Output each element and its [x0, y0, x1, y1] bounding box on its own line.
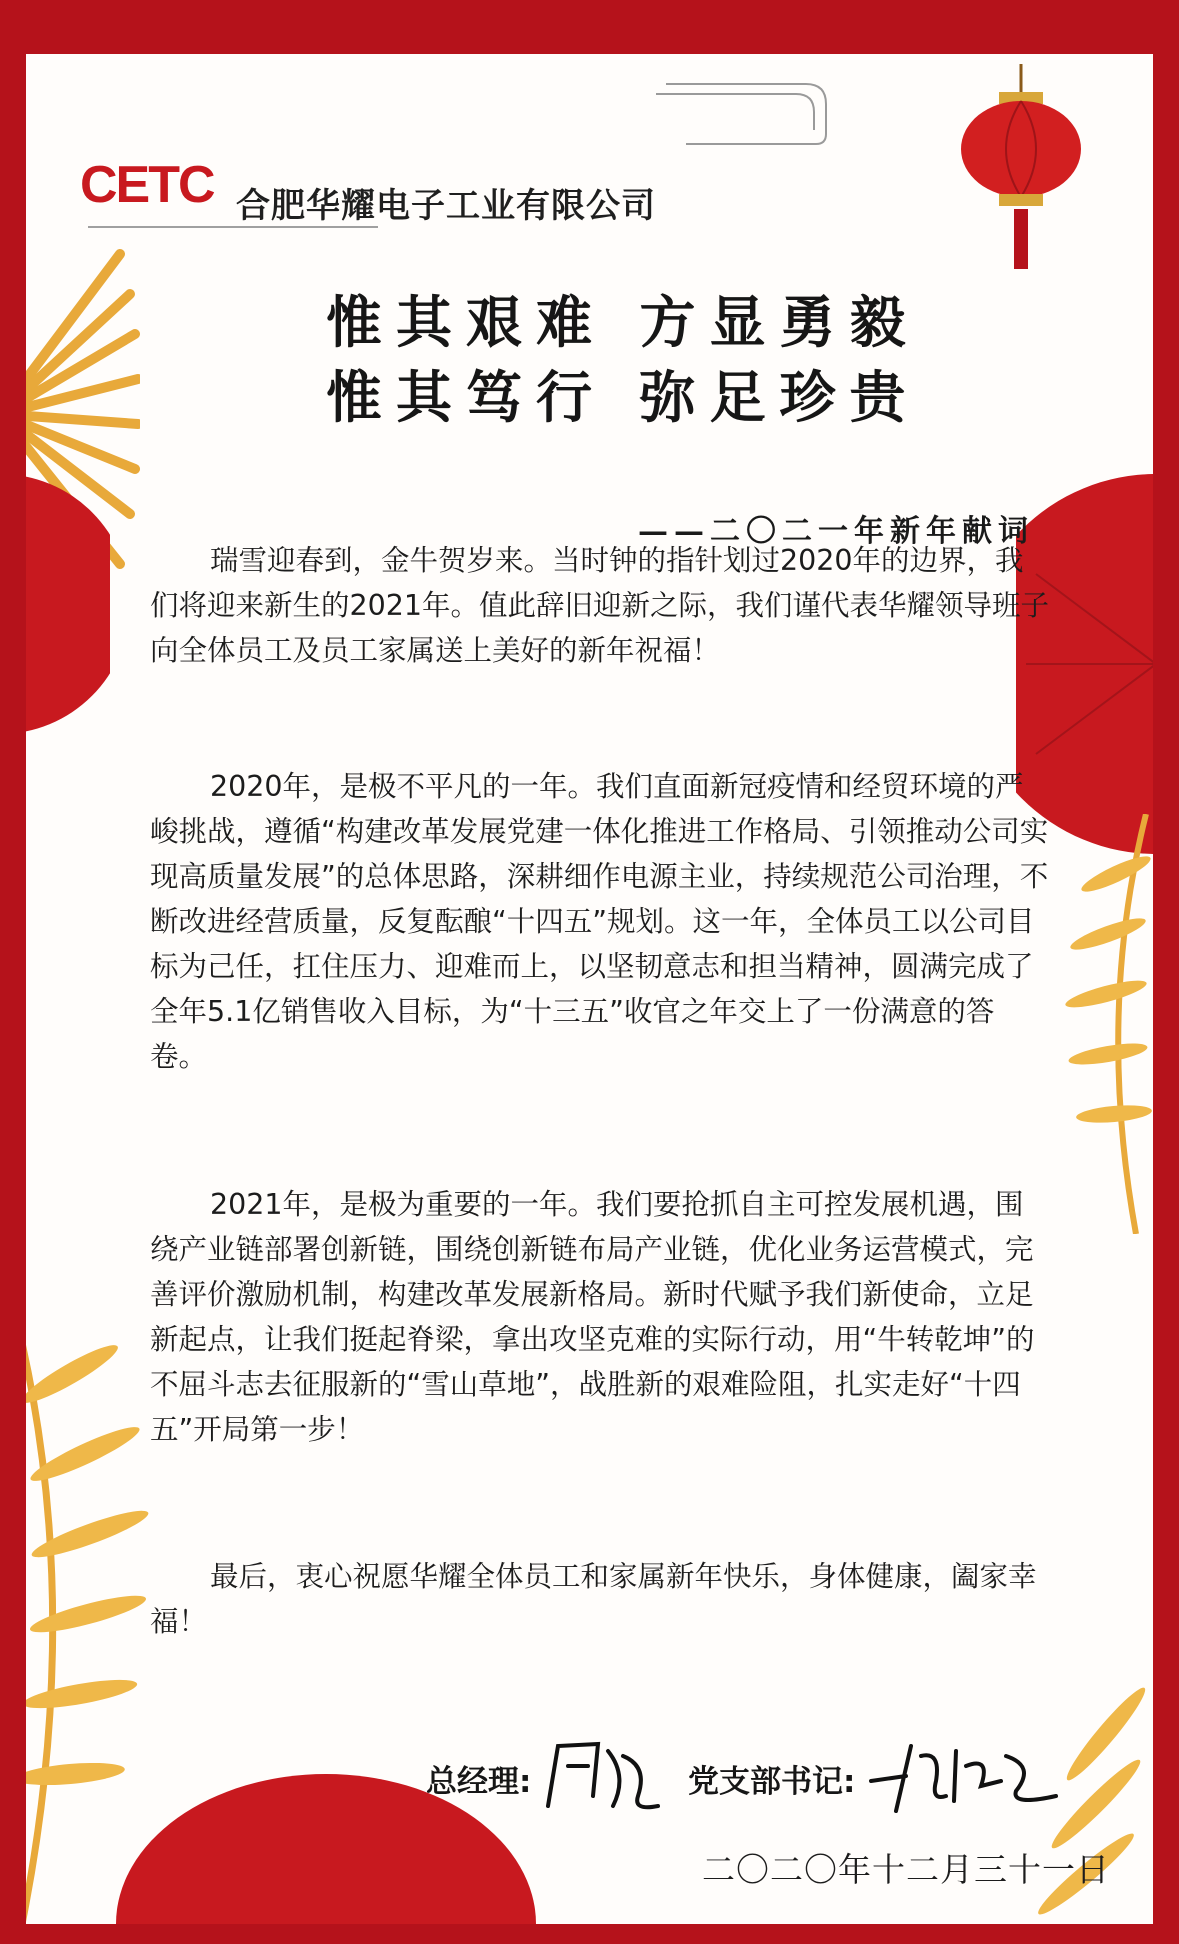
letter-date: 二〇二〇年十二月三十一日 [702, 1850, 1110, 1889]
paragraph: 2020年，是极不平凡的一年。我们直面新冠疫情和经贸环境的严峻挑战，遵循“构建改革发展党建一体化推进工作格局、引领推动公司实现高质量发展”的总体思路，深耕细作电源主业，持续规范公司治理，不断改进经营质量，反复酝酿“十四五”规划。这一年，全体员工以公司目标为己任，扛住压力、迎难而上，以坚韧意志和担当精神，圆满完成了全年5.1亿销售收入目标，为“十三五”收官之年交上了一份满意的答卷。 [150, 770, 1049, 1073]
manager-label: 总经理: [426, 1764, 532, 1800]
paragraph-3-block [150, 1182, 1050, 1452]
paragraph-4-block [150, 1554, 1050, 1644]
letter-paper [26, 54, 1153, 1924]
lantern-icon [951, 64, 1091, 294]
headline-subtitle: ——二〇二一年新年献词 [638, 514, 1034, 549]
paragraph-1-block [150, 538, 1050, 673]
paragraph-2-block [150, 764, 1050, 1079]
signature-row [426, 1736, 1126, 1816]
company-name: 合肥华耀电子工业有限公司 [236, 186, 656, 226]
logo-text: CETC [80, 156, 214, 214]
cetc-logo [78, 154, 228, 214]
headline-line-1: 惟其艰难 方显勇毅 [326, 290, 920, 356]
palm-leaf-right-decoration [1036, 814, 1153, 1234]
paragraph: 瑞雪迎春到，金牛贺岁来。当时钟的指针划过2020年的边界，我们将迎来新生的2021年。值此辞旧迎新之际，我们谨代表华耀领导班子向全体员工及员工家属送上美好的新年祝福！ [150, 544, 1050, 667]
header-underline [88, 226, 378, 228]
paragraph: 最后，衷心祝愿华耀全体员工和家属新年快乐，身体健康，阖家幸福！ [150, 1560, 1037, 1638]
red-fan-left-decoration [26, 474, 110, 734]
company-header [78, 126, 718, 236]
paragraph: 2021年，是极为重要的一年。我们要抢抓自主可控发展机遇，围绕产业链部署创新链，围绕创新链布局产业链，优化业务运营模式，完善评价激励机制，构建改革发展新格局。新时代赋予我们新使命，立足新起点，让我们挺起脊梁，拿出攻坚克难的实际行动，用“牛转乾坤”的不屈斗志去征服新的“雪山草地”，战胜新的艰难险阻，扎实走好“十四五”开局第一步！ [150, 1188, 1035, 1446]
secretary-label: 党支部书记: [688, 1764, 856, 1800]
manager-signature [538, 1736, 668, 1816]
headline-line-2: 惟其笃行 弥足珍贵 [326, 365, 920, 431]
secretary-signature [866, 1736, 1066, 1816]
